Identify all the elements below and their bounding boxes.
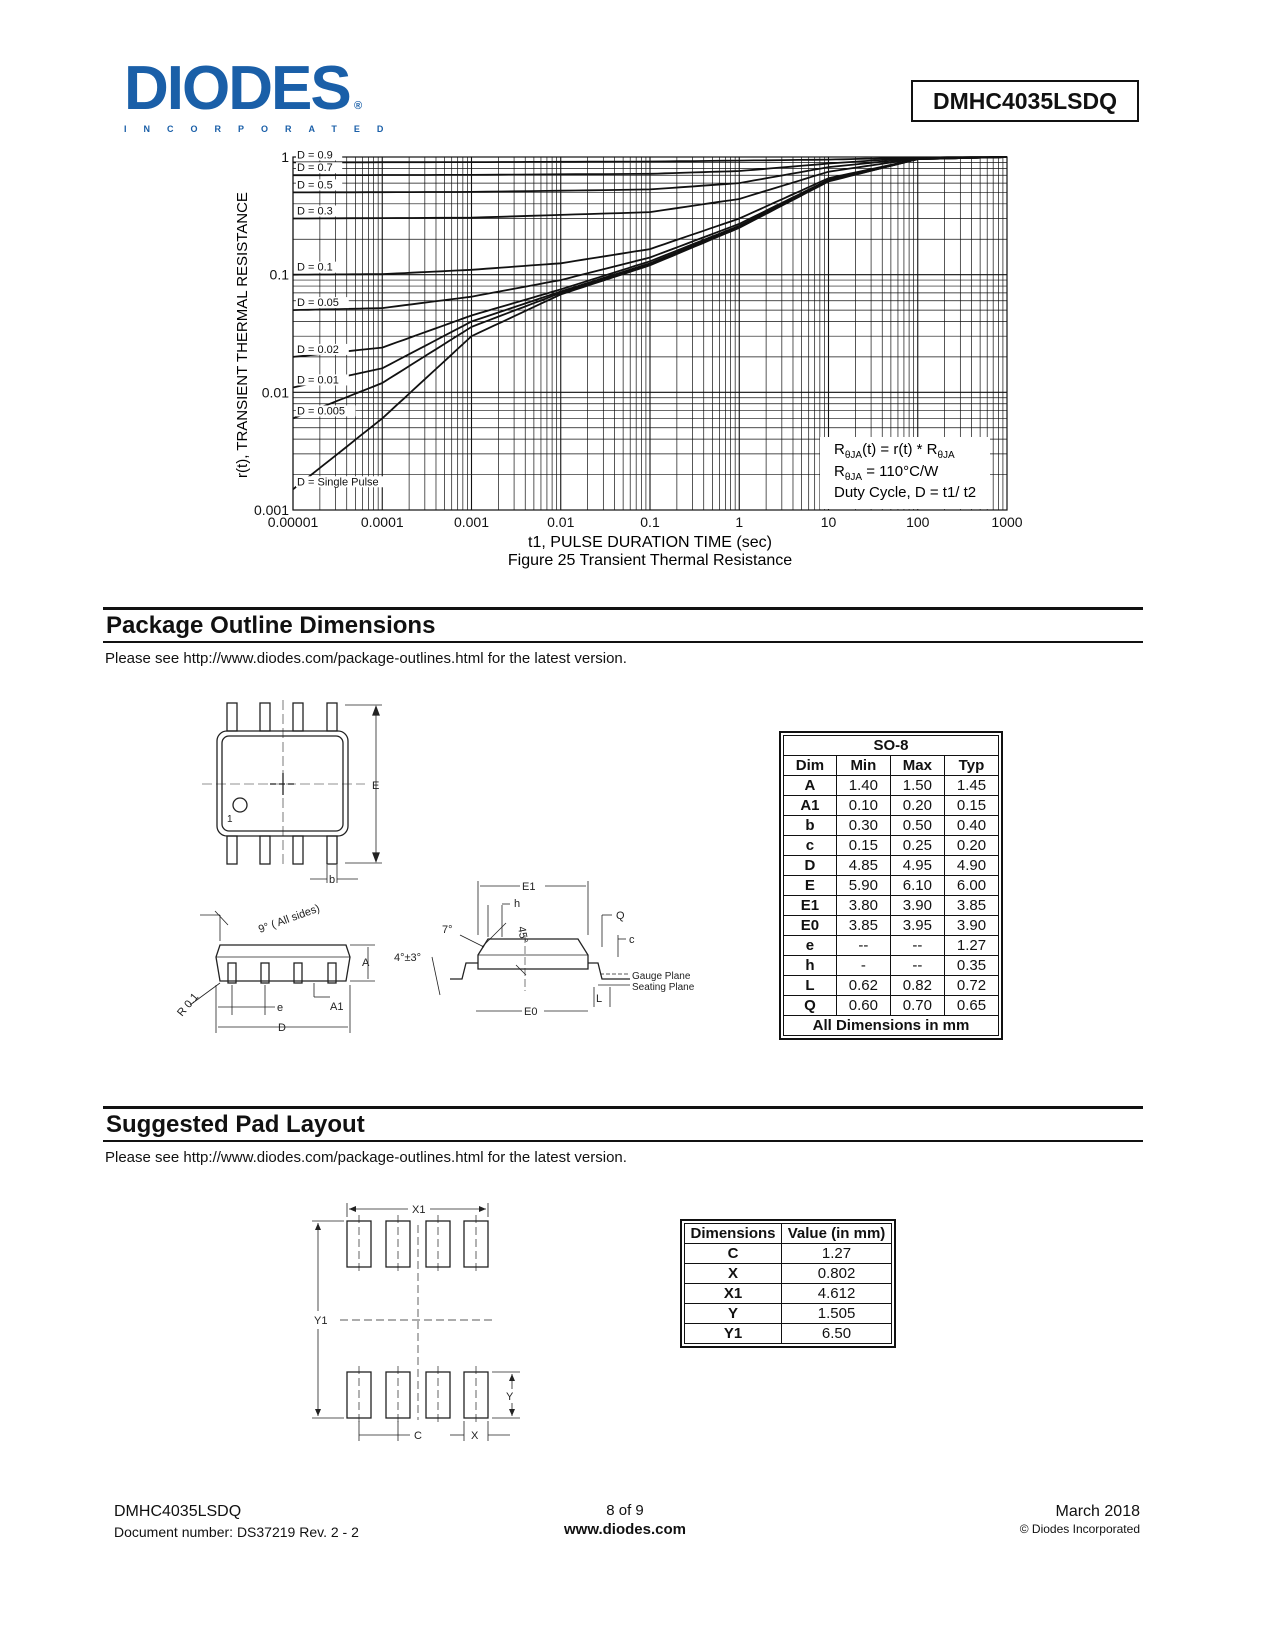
pad-table-header-row: [685, 1224, 892, 1244]
table-cell: 0.72: [944, 976, 998, 996]
table-cell: 6.00: [944, 876, 998, 896]
label-A: A: [362, 957, 370, 969]
pad-table-cell: C: [685, 1244, 782, 1264]
section-rule-top-2: [103, 1106, 1143, 1109]
table-cell: 3.95: [890, 916, 944, 936]
table-cell: Q: [784, 996, 837, 1016]
pad-table-cell: 4.612: [782, 1284, 892, 1304]
y-tick-label: 0.001: [253, 502, 289, 518]
table-cell: 0.15: [836, 836, 890, 856]
table-header-cell: Max: [890, 756, 944, 776]
x-tick-label: 1: [735, 514, 744, 530]
table-cell: 0.25: [890, 836, 944, 856]
table-cell: E0: [784, 916, 837, 936]
table-cell: 0.20: [944, 836, 998, 856]
end-view: [432, 881, 630, 1011]
top-view: [202, 700, 382, 883]
table-cell: 1.40: [836, 776, 890, 796]
footer-date: March 2018: [1055, 1503, 1140, 1520]
so8-dimensions-table: [779, 731, 1003, 1040]
x-tick-label: 0.1: [640, 514, 660, 530]
pad-table-row: [685, 1244, 892, 1264]
table-cell: 0.10: [836, 796, 890, 816]
table-cell: 3.90: [944, 916, 998, 936]
label-L: L: [596, 993, 603, 1005]
table-cell: 0.15: [944, 796, 998, 816]
series-label: D = Single Pulse: [297, 476, 379, 489]
series-label: D = 0.3: [297, 205, 333, 218]
pad-table-cell: 1.505: [782, 1304, 892, 1324]
table-row: [784, 836, 999, 856]
series-label: D = 0.9: [297, 149, 333, 162]
label-D: D: [278, 1022, 286, 1034]
table-row: [784, 996, 999, 1016]
table-caption: SO-8: [784, 736, 999, 756]
pad-layout-title: Suggested Pad Layout: [106, 1111, 365, 1138]
pad-table-cell: X: [685, 1264, 782, 1284]
section-rule-bottom-2: [103, 1140, 1143, 1142]
label-C: C: [414, 1430, 422, 1442]
table-row: [784, 936, 999, 956]
part-number-box: DMHC4035LSDQ: [911, 80, 1139, 122]
table-cell: e: [784, 936, 837, 956]
label-E: E: [372, 780, 380, 792]
series-label: D = 0.005: [297, 405, 346, 418]
package-outline-drawing: [170, 695, 730, 1045]
table-cell: 4.95: [890, 856, 944, 876]
x-tick-label: 100: [906, 514, 930, 530]
pad-table-cell: Y1: [685, 1324, 782, 1344]
chart-xlabel: t1, PULSE DURATION TIME (sec): [528, 534, 772, 551]
series-label: D = 0.1: [297, 261, 333, 274]
pad-table-cell: 6.50: [782, 1324, 892, 1344]
table-cell: 1.45: [944, 776, 998, 796]
label-c: c: [629, 934, 635, 946]
table-cell: --: [836, 936, 890, 956]
series-label: D = 0.7: [297, 162, 333, 175]
table-row: [784, 816, 999, 836]
label-b: b: [329, 874, 336, 886]
table-cell: L: [784, 976, 837, 996]
y-tick-label: 1: [281, 149, 289, 165]
table-cell: A1: [784, 796, 837, 816]
table-cell: 3.85: [836, 916, 890, 936]
logo-text: DIODES: [124, 54, 350, 123]
label-seating-plane: Seating Plane: [632, 982, 695, 993]
label-45deg: 45°: [515, 925, 530, 944]
package-outline-title: Package Outline Dimensions: [106, 612, 436, 639]
x-tick-label: 0.01: [547, 514, 575, 530]
side-view: [190, 911, 375, 1033]
chart-series-labels: [296, 149, 402, 488]
table-cell: 0.65: [944, 996, 998, 1016]
table-cell: 0.30: [836, 816, 890, 836]
table-header-cell: Typ: [944, 756, 998, 776]
chart-title: Figure 25 Transient Thermal Resistance: [507, 552, 793, 569]
pad-table-row: [685, 1284, 892, 1304]
pad-table-row: [685, 1304, 892, 1324]
pad-table-row: [685, 1264, 892, 1284]
annotation-line-1: $R_{\theta JA}(t) = r(t) * R_{\theta JA}$: [834, 441, 955, 461]
pad-table-header-cell: Dimensions: [685, 1224, 782, 1244]
footer-part: DMHC4035LSDQ: [114, 1503, 242, 1520]
label-7deg: 7°: [442, 924, 453, 936]
table-cell: 0.60: [836, 996, 890, 1016]
table-cell: 0.40: [944, 816, 998, 836]
table-cell: 0.20: [890, 796, 944, 816]
table-row: [784, 916, 999, 936]
table-cell: E1: [784, 896, 837, 916]
label-e: e: [277, 1002, 284, 1014]
label-X: X: [471, 1430, 479, 1442]
label-angle-all: 9° ( All sides): [256, 902, 322, 936]
table-cell: 1.50: [890, 776, 944, 796]
table-cell: 3.85: [944, 896, 998, 916]
x-tick-label: 1000: [991, 514, 1023, 530]
table-cell: 4.85: [836, 856, 890, 876]
table-cell: --: [890, 956, 944, 976]
x-tick-label: 10: [820, 514, 837, 530]
table-row: [784, 976, 999, 996]
footer-doc: Document number: DS37219 Rev. 2 - 2: [114, 1524, 359, 1540]
table-row: [784, 896, 999, 916]
table-row: [784, 856, 999, 876]
label-E0: E0: [524, 1006, 538, 1018]
section-rule-top: [103, 607, 1143, 610]
x-tick-label: 0.00001: [267, 514, 319, 530]
label-E1: E1: [522, 881, 536, 893]
table-cell: A: [784, 776, 837, 796]
table-cell: 1.27: [944, 936, 998, 956]
label-R: R 0.1: [175, 991, 202, 1019]
diodes-logo: [124, 54, 401, 134]
table-cell: D: [784, 856, 837, 876]
table-cell: 0.82: [890, 976, 944, 996]
table-cell: 3.80: [836, 896, 890, 916]
thermal-chart: [230, 145, 1030, 575]
table-row: [784, 956, 999, 976]
table-header-cell: Dim: [784, 756, 837, 776]
label-Q: Q: [616, 910, 625, 922]
series-label: D = 0.05: [297, 297, 339, 310]
pad-table-header-cell: Value (in mm): [782, 1224, 892, 1244]
pad-table-cell: Y: [685, 1304, 782, 1324]
footer-copyright: © Diodes Incorporated: [1019, 1522, 1140, 1536]
annotation-line-2: $R_{\theta JA} = 110^\circ C/W$: [834, 463, 939, 483]
footer-url[interactable]: www.diodes.com: [564, 1521, 686, 1538]
series-label: D = 0.01: [297, 374, 339, 387]
chart-ylabel: r(t), TRANSIENT THERMAL RESISTANCE: [234, 192, 251, 478]
logo-registered: ®: [354, 100, 363, 112]
label-pin1: 1: [227, 814, 233, 825]
logo-subtext: INCORPORATED: [124, 124, 401, 134]
pad-dimensions-table: [680, 1219, 896, 1348]
table-body: [784, 776, 999, 1016]
table-header-cell: Min: [836, 756, 890, 776]
pad-table-cell: X1: [685, 1284, 782, 1304]
table-cell: 0.50: [890, 816, 944, 836]
label-h: h: [514, 898, 521, 910]
table-cell: 0.62: [836, 976, 890, 996]
pad-table-cell: 1.27: [782, 1244, 892, 1264]
label-X1: X1: [412, 1204, 426, 1216]
label-Y: Y: [506, 1391, 514, 1403]
y-tick-label: 0.01: [261, 384, 289, 401]
table-cell: c: [784, 836, 837, 856]
table-cell: 3.90: [890, 896, 944, 916]
table-row: [784, 776, 999, 796]
series-label: D = 0.02: [297, 343, 339, 356]
pad-layout-drawing: [300, 1195, 540, 1445]
annotation-line-3: Duty Cycle, D = t1/ t2: [834, 484, 977, 501]
label-Y1: Y1: [314, 1315, 328, 1327]
pad-table-cell: 0.802: [782, 1264, 892, 1284]
label-gauge-plane: Gauge Plane: [632, 971, 691, 982]
table-cell: 0.35: [944, 956, 998, 976]
pad-table-body: [685, 1244, 892, 1344]
section-rule-bottom: [103, 641, 1143, 643]
table-footer: All Dimensions in mm: [784, 1016, 999, 1036]
table-cell: E: [784, 876, 837, 896]
table-header-row: [784, 756, 999, 776]
x-tick-label: 0.0001: [360, 514, 404, 530]
table-cell: 0.70: [890, 996, 944, 1016]
table-cell: --: [890, 936, 944, 956]
pad-layout-note: Please see http://www.diodes.com/package-outlines.html for the latest version.: [105, 1149, 627, 1166]
footer-page: 8 of 9: [606, 1502, 644, 1519]
table-cell: h: [784, 956, 837, 976]
table-cell: 5.90: [836, 876, 890, 896]
package-outline-note: Please see http://www.diodes.com/package-outlines.html for the latest version.: [105, 650, 627, 667]
table-cell: 6.10: [890, 876, 944, 896]
series-label: D = 0.5: [297, 179, 333, 192]
table-cell: -: [836, 956, 890, 976]
label-A1: A1: [330, 1001, 344, 1013]
table-row: [784, 876, 999, 896]
table-cell: b: [784, 816, 837, 836]
y-tick-label: 0.1: [269, 266, 289, 283]
table-cell: 4.90: [944, 856, 998, 876]
table-row: [784, 796, 999, 816]
label-4deg: 4°±3°: [394, 952, 422, 964]
x-tick-label: 0.001: [453, 514, 490, 530]
pad-table-row: [685, 1324, 892, 1344]
